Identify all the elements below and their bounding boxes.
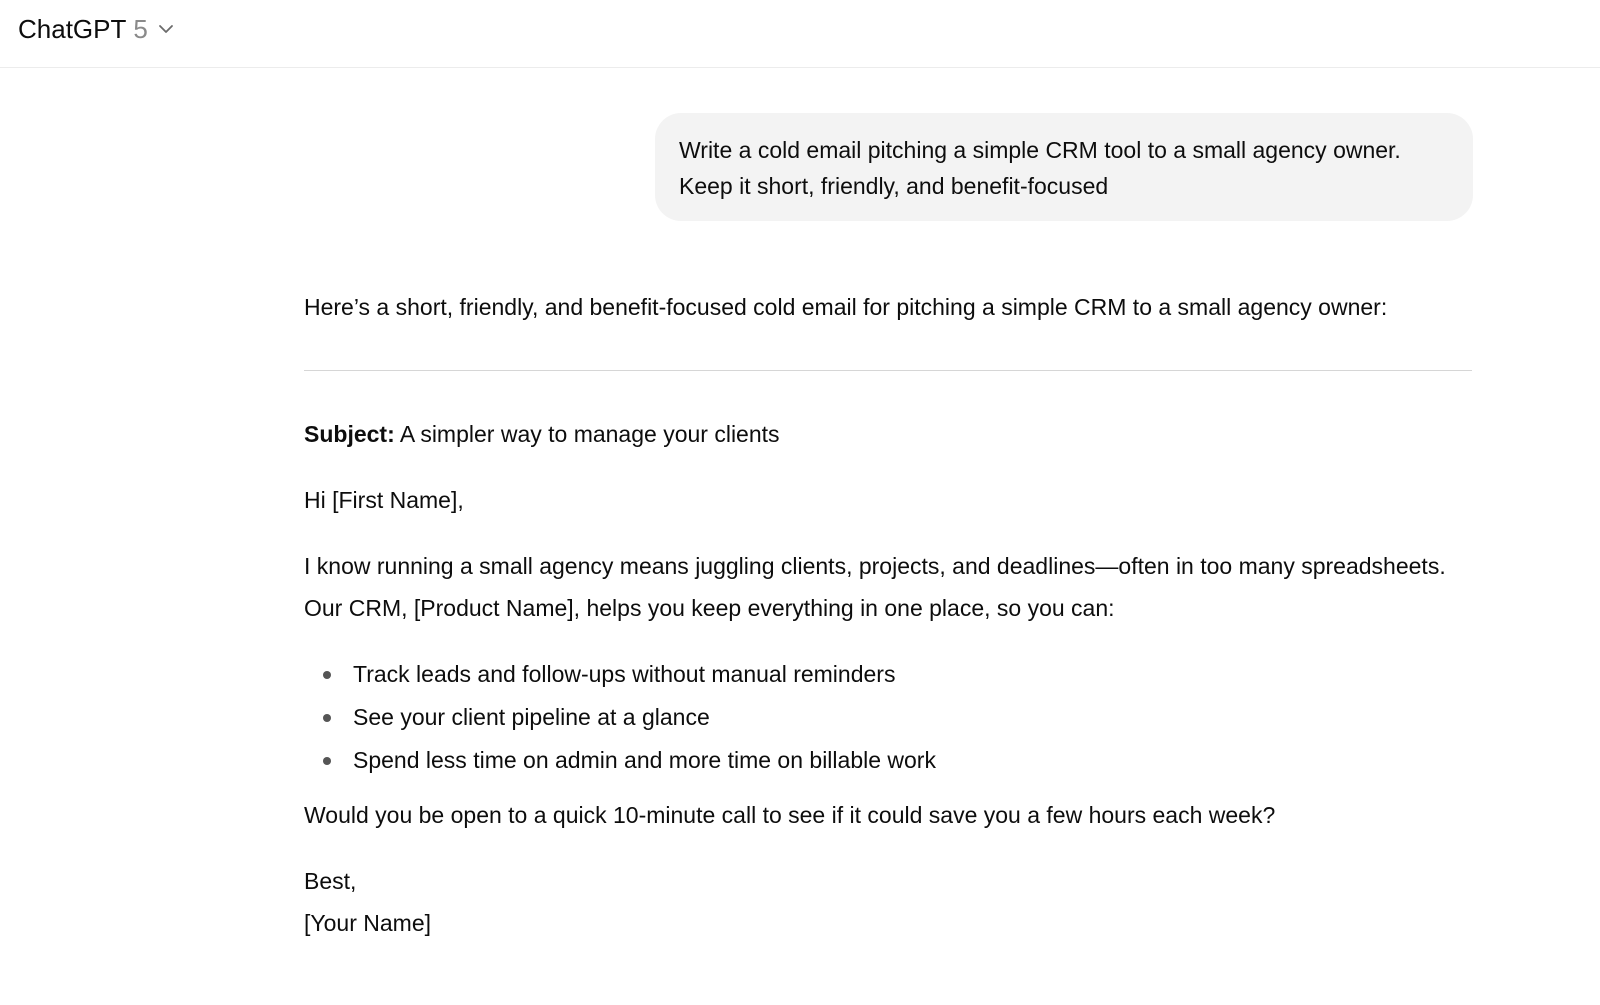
email-body: I know running a small agency means juggling clients, projects, and deadlines—often in too many spreadsheets. Our CRM, [Product Name], helps you keep everything in one place, so you can: [304,553,1446,621]
email-question: Would you be open to a quick 10-minute call to see if it could save you a few hours each week? [304,802,1276,828]
benefit-list [304,653,1472,782]
subject-text: A simpler way to manage your clients [394,421,780,447]
user-message-bubble [655,113,1473,221]
user-message-text: Write a cold email pitching a simple CRM tool to a small agency owner. Keep it short, friendly, and benefit-focused [679,137,1401,199]
model-selector[interactable] [18,12,175,46]
list-item-text: Track leads and follow-ups without manual reminders [353,661,896,687]
bullet-icon [323,671,331,679]
assistant-message [304,286,1472,944]
model-name: ChatGPT [18,13,127,44]
subject-label: Subject: [304,421,395,447]
email-subject [304,413,1472,455]
list-item [304,696,1472,739]
email-closing: Best, [304,868,357,894]
email-greeting: Hi [First Name], [304,487,464,513]
assistant-intro: Here’s a short, friendly, and benefit-focused cold email for pitching a simple CRM to a small agency owner: [304,294,1388,320]
list-item [304,739,1472,782]
list-item-text: See your client pipeline at a glance [353,704,710,730]
bullet-icon [323,714,331,722]
email-signature: [Your Name] [304,910,431,936]
email-signoff [304,860,1472,944]
divider [304,370,1472,371]
chevron-down-icon [157,20,175,38]
list-item [304,653,1472,696]
model-version: 5 [133,13,148,44]
list-item-text: Spend less time on admin and more time on billable work [353,747,936,773]
top-bar [0,0,1600,68]
bullet-icon [323,757,331,765]
